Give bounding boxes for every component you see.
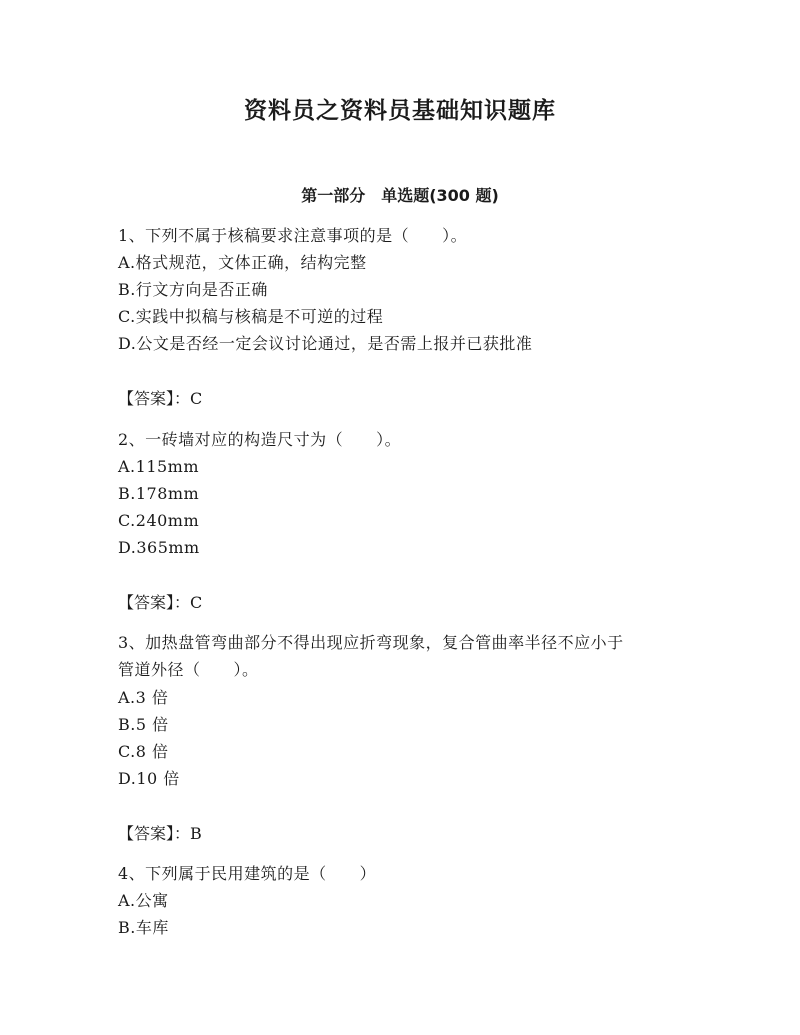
question-2-answer: [118, 593, 202, 613]
question-1-option-d: D.公文是否经一定会议讨论通过，是否需上报并已获批准: [118, 334, 533, 353]
question-4-stem: 4、下列属于民用建筑的是（ ）: [118, 864, 377, 883]
answer-label: 【答案】：: [118, 593, 191, 612]
question-4-option-a: A.公寓: [118, 891, 169, 910]
question-3-option-b: B.5 倍: [118, 715, 169, 734]
document-title: 资料员之资料员基础知识题库: [244, 98, 556, 124]
answer-value: C: [190, 593, 203, 612]
question-2-option-c: C.240mm: [118, 511, 200, 530]
question-2-stem: 2、一砖墙对应的构造尺寸为（ ）。: [118, 430, 402, 449]
answer-value: B: [190, 824, 202, 843]
question-2-option-d: D.365mm: [118, 538, 200, 557]
question-2-option-b: B.178mm: [118, 484, 200, 503]
question-3-stem-line-1: 3、加热盘管弯曲部分不得出现应折弯现象，复合管曲率半径不应小于: [118, 633, 624, 652]
question-1-option-b: B.行文方向是否正确: [118, 280, 268, 299]
question-4-option-b: B.车库: [118, 918, 169, 937]
question-1-answer: [118, 389, 202, 409]
question-3-option-d: D.10 倍: [118, 769, 180, 788]
question-1-stem: 1、下列不属于核稿要求注意事项的是（ ）。: [118, 226, 468, 245]
question-1-option-a: A.格式规范，文体正确，结构完整: [118, 253, 367, 272]
question-1-option-c: C.实践中拟稿与核稿是不可逆的过程: [118, 307, 384, 326]
question-3-option-a: A.3 倍: [118, 688, 169, 707]
question-3-stem-line-2: 管道外径（ ）。: [118, 660, 259, 679]
section-title: 第一部分 单选题(300 题): [301, 186, 499, 205]
question-3-option-c: C.8 倍: [118, 742, 169, 761]
question-2-option-a: A.115mm: [118, 457, 200, 476]
question-3-answer: [118, 824, 202, 844]
answer-value: C: [190, 389, 203, 408]
answer-label: 【答案】：: [118, 824, 191, 843]
answer-label: 【答案】：: [118, 389, 191, 408]
